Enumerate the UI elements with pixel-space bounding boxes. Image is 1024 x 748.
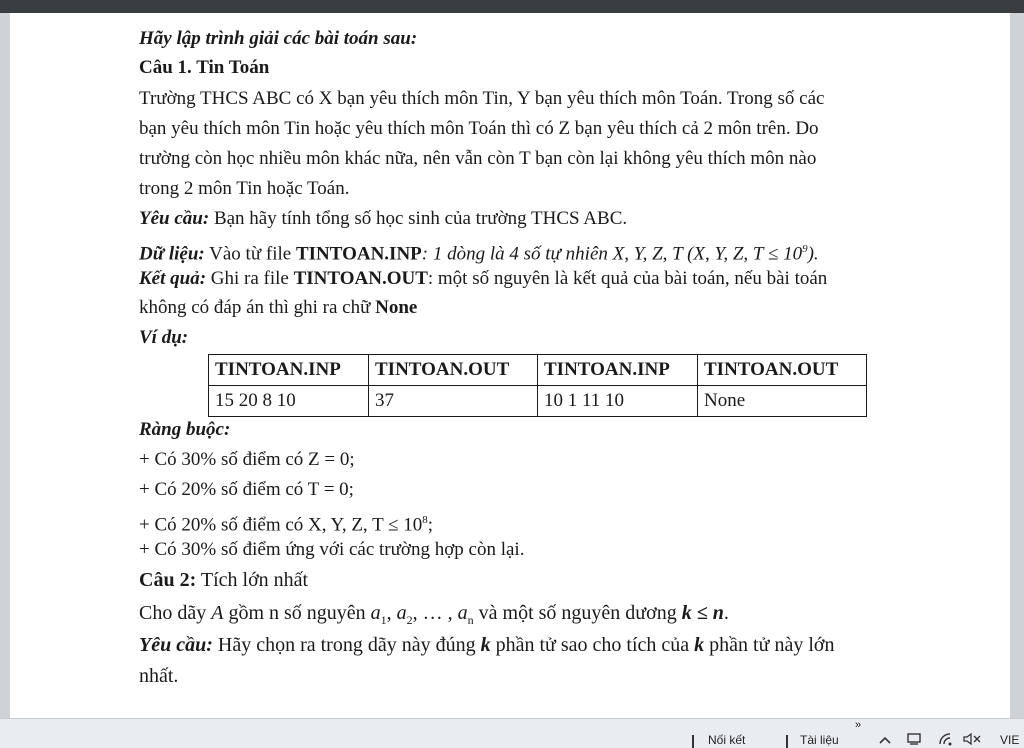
language-indicator[interactable]: VIE	[1000, 733, 1020, 747]
q2-text: và một số nguyên dương	[473, 602, 682, 624]
table-header: TINTOAN.INP	[209, 355, 369, 386]
chevron-up-icon[interactable]	[878, 735, 892, 745]
q2-k-condition: k ≤ n	[681, 602, 724, 624]
constraint-item: + Có 30% số điểm có Z = 0;	[139, 449, 355, 470]
toolbar-separator	[692, 735, 694, 748]
taskbar	[0, 718, 1024, 748]
window-top-bar	[0, 0, 1024, 13]
constraint-item: + Có 30% số điểm ứng với các trường hợp còn lại.	[139, 539, 525, 560]
toolbar-separator	[786, 735, 788, 748]
q1-requirement	[139, 207, 627, 231]
question-2-title	[139, 568, 308, 592]
q2-array-name: A	[211, 602, 224, 624]
output-pre: Ghi ra file	[206, 268, 294, 289]
table-cell: 37	[369, 386, 538, 417]
question-2-name: Tích lớn nhất	[196, 569, 309, 591]
q2-text: ,	[386, 602, 397, 624]
question-2-label: Câu 2:	[139, 569, 197, 591]
output-label: Kết quả:	[139, 268, 207, 289]
constraints-label: Ràng buộc:	[139, 419, 231, 440]
table-header: TINTOAN.OUT	[369, 355, 538, 386]
q2-req-k: k	[480, 634, 491, 656]
constraint-text: + Có 20% số điểm có X, Y, Z, T ≤ 10	[139, 514, 423, 536]
constraint-end: ;	[427, 514, 434, 536]
page-heading: Hãy lập trình giải các bài toán sau:	[139, 28, 418, 49]
q2-subscript: 2	[406, 613, 413, 627]
q1-paragraph-line: bạn yêu thích môn Tin hoặc yêu thích môn Toán thì có Z bạn yêu thích cả 2 môn trên. Do	[139, 118, 819, 139]
example-table	[208, 354, 867, 417]
example-label: Ví dụ:	[139, 327, 189, 348]
q2-var: a	[457, 602, 468, 624]
table-cell: 15 20 8 10	[209, 386, 369, 417]
q2-subscript: 1	[380, 613, 387, 627]
q1-paragraph-line: Trường THCS ABC có X bạn yêu thích môn Tin, Y bạn yêu thích môn Toán. Trong số các	[139, 88, 825, 109]
input-pre: Vào từ file	[204, 243, 296, 265]
output-text: : một số nguyên là kết quả của bài toán, nếu bài toán	[427, 268, 828, 289]
input-exponent: 9	[802, 243, 808, 255]
table-cell: None	[698, 386, 867, 417]
q2-req-text: Hãy chọn ra trong dãy này đúng	[212, 634, 481, 656]
q1-paragraph-line: trường còn học nhiều môn khác nữa, nên vẫn còn T bạn còn lại không yêu thích môn nào	[139, 148, 817, 169]
table-cell: 10 1 11 10	[538, 386, 698, 417]
q2-requirement-line2: nhất.	[139, 665, 179, 687]
q1-paragraph-line: trong 2 môn Tin hoặc Toán.	[139, 178, 350, 199]
input-label: Dữ liệu:	[139, 243, 205, 265]
q2-requirement-label: Yêu cầu:	[139, 634, 213, 656]
q2-requirement	[139, 633, 834, 657]
toolbar-link-noi-ket[interactable]: Nối kết	[708, 733, 746, 747]
q2-req-text: phần tử này lớn	[704, 634, 835, 656]
table-header-row	[209, 355, 867, 386]
wifi-icon[interactable]	[938, 732, 954, 746]
output-file: TINTOAN.OUT	[293, 268, 428, 289]
display-icon[interactable]	[906, 732, 922, 746]
requirement-label: Yêu cầu:	[139, 208, 210, 229]
table-row	[209, 386, 867, 417]
q2-var: a	[370, 602, 381, 624]
q2-text: .	[723, 602, 729, 624]
input-end: ).	[807, 243, 819, 265]
volume-muted-icon[interactable]	[962, 732, 982, 746]
input-text: : 1 dòng là 4 số tự nhiên X, Y, Z, T (X, Y, Z, T ≤ 10	[421, 243, 803, 265]
q2-text: gồm n số nguyên	[223, 602, 371, 624]
q1-input-spec	[139, 237, 819, 266]
output-line2: không có đáp án thì ghi ra chữ	[139, 297, 376, 318]
constraint-exponent: 8	[422, 514, 428, 526]
table-header: TINTOAN.OUT	[698, 355, 867, 386]
q2-text: Cho dãy	[139, 602, 212, 624]
q2-text: , … ,	[412, 602, 458, 624]
question-1-title: Câu 1. Tin Toán	[139, 57, 270, 78]
constraint-item: + Có 20% số điểm có T = 0;	[139, 479, 354, 500]
q2-req-k: k	[694, 634, 705, 656]
document-page	[10, 13, 1010, 718]
taskbar-overflow-chevron[interactable]: »	[855, 719, 862, 731]
table-header: TINTOAN.INP	[538, 355, 698, 386]
toolbar-link-tai-lieu[interactable]: Tài liệu	[800, 733, 839, 747]
q2-var: a	[396, 602, 407, 624]
q2-statement	[139, 601, 729, 632]
q2-req-text: phần tử sao cho tích của	[490, 634, 695, 656]
constraint-item	[139, 508, 433, 537]
q1-output-spec-line2	[139, 296, 417, 320]
output-none: None	[375, 297, 418, 318]
requirement-text: Bạn hãy tính tổng số học sinh của trường THCS ABC.	[209, 208, 628, 229]
q2-subscript: n	[467, 613, 474, 627]
input-file: TINTOAN.INP	[295, 243, 422, 265]
q1-output-spec	[139, 267, 827, 291]
